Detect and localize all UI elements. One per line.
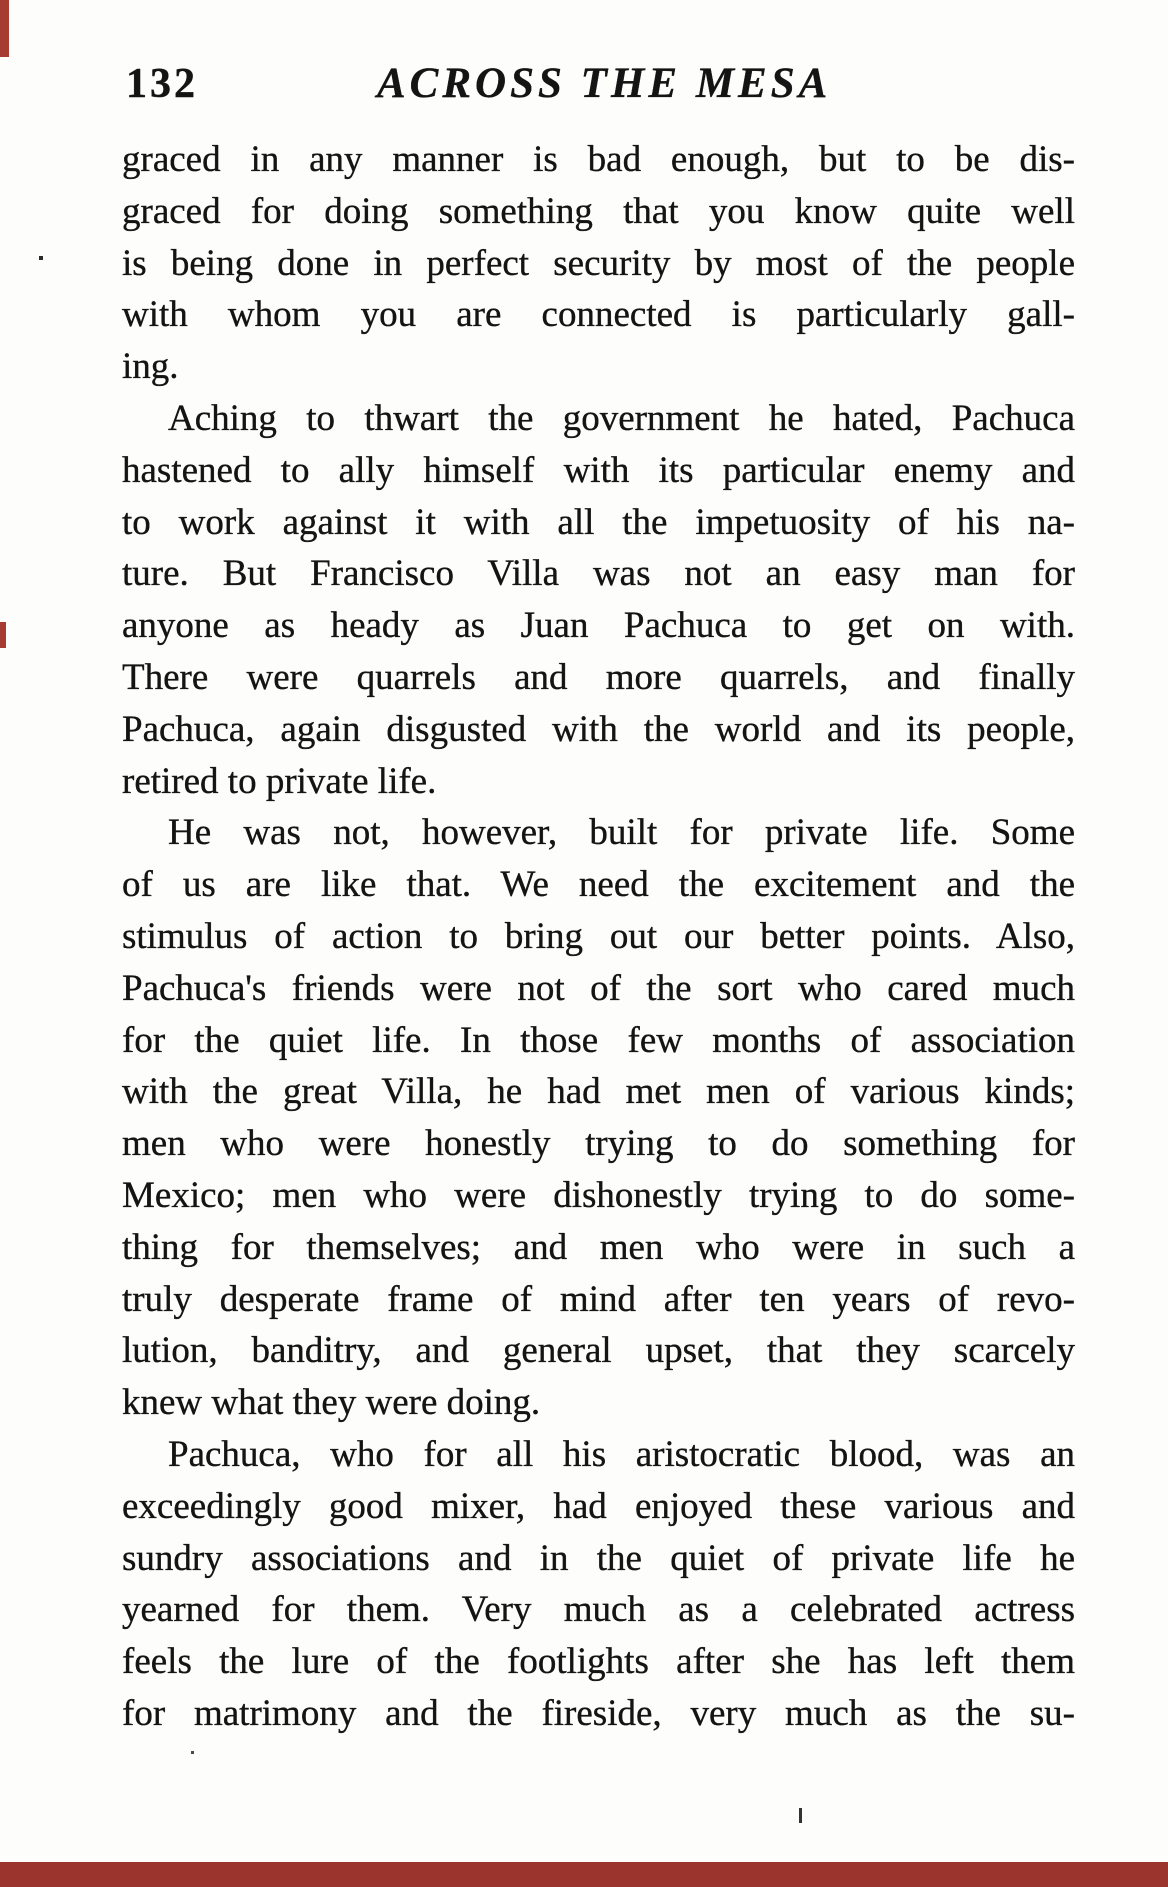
text-line: Pachuca, who for all his aristocratic blood, was an <box>168 1433 1075 1475</box>
text-line: hastened to ally himself with its particular enemy and <box>122 449 1075 491</box>
page-number: 132 <box>126 61 198 107</box>
text-line: truly desperate frame of mind after ten years of revo- <box>122 1278 1075 1320</box>
text-line: Pachuca's friends were not of the sort who cared much <box>122 967 1075 1009</box>
text-line: to work against it with all the impetuosity of his na- <box>122 501 1075 543</box>
text-line: men who were honestly trying to do something for <box>122 1123 1075 1165</box>
text-line: anyone as heady as Juan Pachuca to get on with. <box>122 605 1075 647</box>
text-line: He was not, however, built for private life. Some <box>168 812 1075 854</box>
text-line: with the great Villa, he had met men of various kinds; <box>122 1071 1075 1113</box>
running-title: ACROSS THE MESA <box>377 60 832 107</box>
text-line: with whom you are connected is particularly gall- <box>122 294 1075 336</box>
text-line: sundry associations and in the quiet of private life he <box>122 1537 1075 1579</box>
page-text <box>122 134 1075 1740</box>
text-line: There were quarrels and more quarrels, and finally <box>122 656 1075 698</box>
text-line: Pachuca, again disgusted with the world and its people, <box>122 708 1075 750</box>
text-line: thing for themselves; and men who were in such a <box>122 1226 1075 1268</box>
text-line: feels the lure of the footlights after she has left them <box>122 1641 1075 1683</box>
text-line: of us are like that. We need the excitement and the <box>122 864 1075 906</box>
text-line: graced in any manner is bad enough, but to be dis- <box>122 139 1075 180</box>
red-edge-band-bottom <box>0 1862 1168 1887</box>
paragraph <box>122 1429 1075 1740</box>
text-line: exceedingly good mixer, had enjoyed these various and <box>122 1485 1075 1527</box>
text-line: Mexico; men who were dishonestly trying to do some- <box>122 1174 1075 1216</box>
text-line: for the quiet life. In those few months of association <box>122 1019 1075 1061</box>
text-line: knew what they were doing. <box>122 1382 541 1424</box>
text-line: retired to private life. <box>122 760 437 802</box>
text-line: ture. But Francisco Villa was not an easy man for <box>122 553 1075 595</box>
ink-tick-mark <box>799 1808 802 1823</box>
paragraph <box>122 393 1075 807</box>
text-line: stimulus of action to bring out our better points. Also, <box>122 915 1075 957</box>
text-line: lution, banditry, and general upset, that they scarcely <box>122 1330 1075 1372</box>
text-line: ing. <box>122 346 179 388</box>
red-edge-mark-top-left <box>0 0 9 57</box>
paragraph <box>122 807 1075 1429</box>
text-line: is being done in perfect security by most of the people <box>122 242 1075 284</box>
text-line: Aching to thwart the government he hated, Pachuca <box>168 397 1075 439</box>
ink-speck <box>191 1751 194 1754</box>
paragraph <box>122 134 1075 393</box>
text-line: yearned for them. Very much as a celebrated actress <box>122 1589 1075 1631</box>
text-line: graced for doing something that you know quite well <box>122 190 1075 232</box>
text-line: for matrimony and the fireside, very much as the su- <box>122 1692 1075 1734</box>
red-edge-dash-left <box>0 622 6 648</box>
ink-speck <box>39 256 43 260</box>
